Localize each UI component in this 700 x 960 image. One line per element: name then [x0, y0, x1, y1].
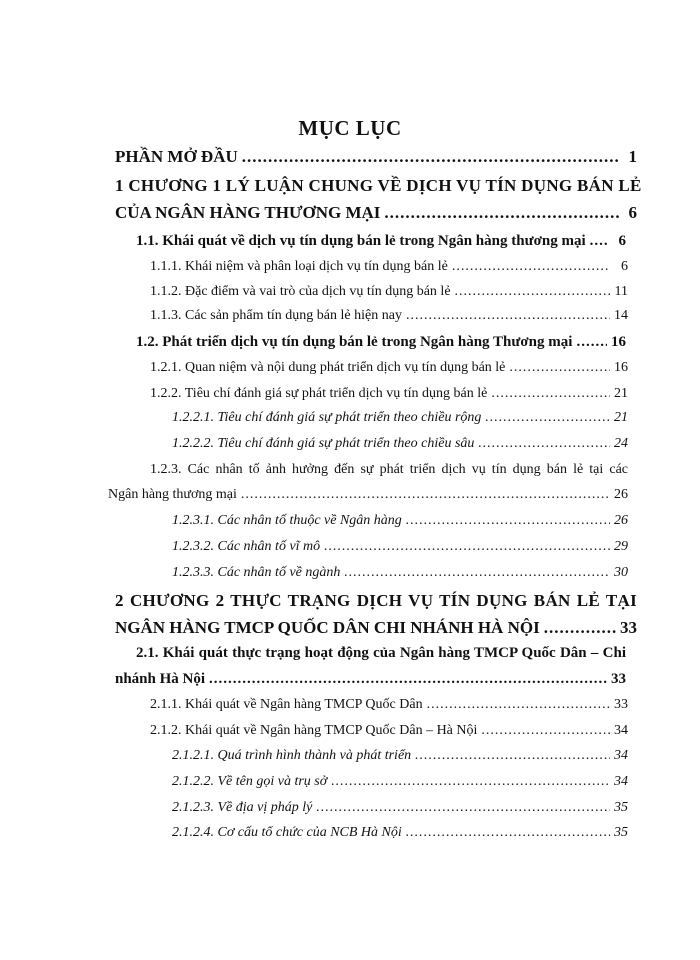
dot-leader: [324, 536, 610, 558]
toc-page-number: 26: [614, 513, 628, 528]
toc-label: 1.1.2. Đặc điểm và vai trò của dịch vụ tín dụng bán lẻ: [150, 284, 451, 299]
toc-entry-chapter2[interactable]: [115, 617, 637, 639]
toc-entry-1-2-2-2[interactable]: [172, 433, 628, 455]
dot-leader: [485, 407, 610, 429]
toc-entry-1-1-1[interactable]: [150, 256, 628, 278]
toc-page-number: 30: [614, 565, 628, 580]
toc-page-number: 1: [628, 147, 637, 166]
toc-label: 1.2.3.1. Các nhân tố thuộc về Ngân hàng: [172, 513, 402, 528]
toc-entry-1-2-2[interactable]: [150, 383, 628, 405]
toc-entry-2-1-2-3[interactable]: [172, 797, 628, 819]
dot-leader: [478, 433, 610, 455]
toc-entry-1-2-3-line1[interactable]: 1.2.3. Các nhân tố ảnh hưởng đến sự phát triển dịch vụ tín dụng bán lẻ tại các: [150, 462, 628, 477]
toc-entry-2-1-line1[interactable]: 2.1. Khái quát thực trạng hoạt động của Ngân hàng TMCP Quốc Dân – Chi: [136, 645, 626, 661]
toc-page-number: 29: [614, 539, 628, 554]
toc-entry-1-2-3[interactable]: [108, 484, 628, 506]
toc-entry-1-2-3-2[interactable]: [172, 536, 628, 558]
toc-label: 1.2. Phát triển dịch vụ tín dụng bán lẻ trong Ngân hàng Thương mại: [136, 334, 573, 350]
toc-label: 2.1.2.2. Về tên gọi và trụ sở: [172, 774, 328, 789]
dot-leader: [241, 484, 610, 506]
toc-page-number: 33: [614, 697, 628, 712]
toc-label: 2.1.2.3. Về địa vị pháp lý: [172, 800, 313, 815]
dot-leader: [590, 230, 608, 252]
toc-label: 1.1.1. Khái niệm và phân loại dịch vụ tín dụng bán lẻ: [150, 259, 448, 274]
dot-leader: [415, 745, 610, 767]
toc-entry-2-1[interactable]: [115, 668, 626, 690]
toc-label: 1.2.2.1. Tiêu chí đánh giá sự phát triển theo chiều rộng: [172, 410, 482, 425]
dot-leader: [427, 694, 610, 716]
dot-leader: [452, 256, 610, 278]
toc-entry-1-2-3-1[interactable]: [172, 510, 628, 532]
toc-label: 1.1.3. Các sản phẩm tín dụng bán lẻ hiện nay: [150, 308, 402, 323]
dot-leader: [576, 331, 607, 353]
toc-label: 1.2.3.2. Các nhân tố vĩ mô: [172, 539, 321, 554]
toc-page-number: 35: [614, 800, 628, 815]
toc-page-number: 6: [628, 203, 637, 222]
dot-leader: [544, 617, 616, 639]
toc-entry-chapter1-line1[interactable]: 1 CHƯƠNG 1 LÝ LUẬN CHUNG VỀ DỊCH VỤ TÍN DỤNG BÁN LẺ: [115, 176, 642, 195]
dot-leader: [406, 510, 610, 532]
toc-page-number: 11: [614, 284, 628, 299]
toc-entry-chapter1[interactable]: [115, 202, 637, 224]
toc-label: 2.1.1. Khái quát về Ngân hàng TMCP Quốc Dân: [150, 697, 423, 712]
toc-entry-1-1[interactable]: [136, 230, 626, 252]
toc-entry-1-1-2[interactable]: [150, 281, 628, 303]
dot-leader: [344, 562, 610, 584]
toc-label: 2.1.2. Khái quát về Ngân hàng TMCP Quốc Dân – Hà Nội: [150, 723, 478, 738]
toc-page-number: 34: [614, 723, 628, 738]
toc-entry-chapter2-line1[interactable]: 2 CHƯƠNG 2 THỰC TRẠNG DỊCH VỤ TÍN DỤNG BÁN LẺ TẠI: [115, 591, 637, 610]
toc-page-number: 33: [620, 618, 637, 637]
toc-entry-intro[interactable]: [115, 146, 637, 168]
toc-page-number: 34: [614, 748, 628, 763]
toc-page-number: 16: [611, 334, 626, 350]
toc-page-number: 35: [614, 825, 628, 840]
toc-entry-1-2[interactable]: [136, 331, 626, 353]
toc-entry-1-2-2-1[interactable]: [172, 407, 628, 429]
toc-label: nhánh Hà Nội: [115, 671, 206, 687]
toc-label: 1.1. Khái quát về dịch vụ tín dụng bán lẻ trong Ngân hàng thương mại: [136, 233, 586, 249]
toc-entry-2-1-2[interactable]: [150, 720, 628, 742]
toc-label: 1.2.1. Quan niệm và nội dung phát triển dịch vụ tín dụng bán lẻ: [150, 360, 506, 375]
dot-leader: [316, 797, 610, 819]
toc-label: 1.2.3.3. Các nhân tố về ngành: [172, 565, 341, 580]
toc-page-number: 16: [614, 360, 628, 375]
dot-leader: [491, 383, 610, 405]
toc-label: Ngân hàng thương mại: [108, 487, 237, 502]
dot-leader: [406, 822, 610, 844]
toc-entry-1-2-3-3[interactable]: [172, 562, 628, 584]
toc-label: 1.2.2.2. Tiêu chí đánh giá sự phát triển theo chiều sâu: [172, 436, 475, 451]
dot-leader: [455, 281, 610, 303]
dot-leader: [242, 146, 619, 168]
toc-label: NGÂN HÀNG TMCP QUỐC DÂN CHI NHÁNH HÀ NỘI: [115, 618, 540, 637]
dot-leader: [406, 305, 610, 327]
dot-leader: [384, 202, 619, 224]
toc-label: PHẦN MỞ ĐẦU: [115, 147, 238, 166]
toc-entry-2-1-2-4[interactable]: [172, 822, 628, 844]
dot-leader: [331, 771, 610, 793]
toc-page-number: 24: [614, 436, 628, 451]
toc-page-number: 21: [614, 386, 628, 401]
toc-page-number: 33: [611, 671, 626, 687]
dot-leader: [481, 720, 610, 742]
toc-entry-2-1-1[interactable]: [150, 694, 628, 716]
toc-label: 1.2.2. Tiêu chí đánh giá sự phát triển dịch vụ tín dụng bán lẻ: [150, 386, 488, 401]
toc-label: 2.1.2.1. Quá trình hình thành và phát triển: [172, 748, 412, 763]
dot-leader: [509, 357, 610, 379]
toc-page-number: 14: [614, 308, 628, 323]
toc-entry-1-1-3[interactable]: [150, 305, 628, 327]
toc-label: 2.1.2.4. Cơ cấu tổ chức của NCB Hà Nội: [172, 825, 402, 840]
dot-leader: [209, 668, 607, 690]
toc-page-number: 26: [614, 487, 628, 502]
toc-entry-2-1-2-2[interactable]: [172, 771, 628, 793]
toc-page-number: 6: [621, 259, 628, 274]
toc-entry-1-2-1[interactable]: [150, 357, 628, 379]
toc-page-number: 34: [614, 774, 628, 789]
toc-page-number: 21: [614, 410, 628, 425]
toc-label: CỦA NGÂN HÀNG THƯƠNG MẠI: [115, 203, 381, 222]
toc-page-number: 6: [618, 233, 626, 249]
page-title: MỤC LỤC: [298, 116, 402, 140]
toc-entry-2-1-2-1[interactable]: [172, 745, 628, 767]
